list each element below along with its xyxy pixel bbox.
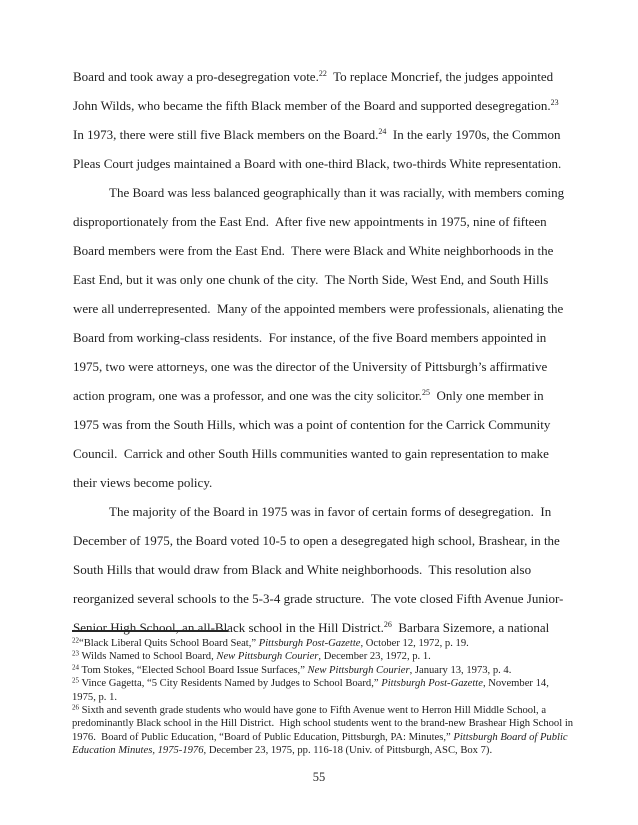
body-text (73, 62, 570, 642)
footnote-reference: 23 (550, 98, 559, 107)
footnote (72, 704, 574, 758)
paragraph (73, 497, 570, 642)
text-run: The majority of the Board in 1975 was in favor of certain forms of desegregation. In December of 1975, the Board voted 10-5 to open a desegregated high school, Brashear, in the South Hills that would draw from Black and White neighborhoods. This resolution also reorganized several schools to the 5-3-4 grade structure. The vote closed Fifth Avenue Junior-Senior High School, an all-Black school in the Hill District. (73, 504, 564, 635)
text-run: , November 14, 1975, p. 1. (72, 678, 552, 703)
italic-text: Pittsburgh Post-Gazette (381, 678, 483, 690)
page-number: 55 (312, 770, 326, 784)
text-run: To replace Moncrief, the judges appointed John Wilds, who became the fifth Black member of the Board and supported desegregation. (73, 69, 557, 113)
footnote (72, 664, 574, 677)
footnote-number: 26 (72, 703, 79, 712)
paragraph (73, 178, 570, 497)
italic-text: New Pittsburgh Courier (216, 651, 319, 663)
footnote-number: 22 (72, 636, 79, 645)
text-run: , January 13, 1973, p. 4. (409, 664, 512, 676)
text-run: Tom Stokes, “Elected School Board Issue Surfaces,” (79, 664, 308, 676)
text-run: Wilds Named to School Board, (79, 651, 217, 663)
footnote-reference: 24 (378, 127, 387, 136)
text-run: Only one member in 1975 was from the South Hills, which was a point of contention for the Carrick Community Council. Carrick and other South Hills communities wanted to gain representation to make their views become policy. (73, 388, 554, 490)
text-run: Vince Gagetta, “5 City Residents Named by Judges to School Board,” (79, 678, 382, 690)
footnote (72, 650, 574, 663)
italic-text: New Pittsburgh Courier (307, 664, 410, 676)
text-run: “Black Liberal Quits School Board Seat,” (79, 638, 259, 649)
footnote-reference: 25 (421, 388, 430, 397)
text-run: , October 12, 1972, p. 19. (360, 638, 469, 649)
footnote-separator (72, 630, 228, 632)
text-run: In the early 1970s, the Common Pleas Court judges maintained a Board with one-third Black, two-thirds White representation. (73, 127, 564, 171)
text-run: In 1973, there were still five Black members on the Board. (73, 98, 566, 142)
italic-text: Pittsburgh Post-Gazette (258, 638, 361, 649)
footnote (72, 637, 574, 650)
footnote-number: 23 (72, 649, 79, 658)
footnote-reference: 26 (383, 620, 392, 629)
footnote (72, 677, 574, 704)
footnotes (72, 637, 574, 758)
text-run: , December 23, 1975, pp. 116-18 (Univ. of Pittsburgh, ASC, Box 7). (203, 745, 493, 757)
italic-text: Pittsburgh Board of Public Education Minutes, 1975-1976 (72, 731, 571, 757)
text-run: Sixth and seventh grade students who would have gone to Fifth Avenue went to Herron Hill Middle School, a predominantly Black school in the Hill District. High school students went to the brand-new Brashear High School in 1976. Board of Public Education, “Board of Public Education, Pittsburgh, PA: Minutes,” (72, 705, 576, 743)
text-run: Board and took away a pro-desegregation vote. (73, 69, 319, 84)
text-run: , December 23, 1972, p. 1. (318, 651, 431, 663)
footnote-number: 25 (72, 676, 79, 685)
paragraph (73, 62, 570, 178)
text-run: Barbara Sizemore, a national (391, 620, 550, 635)
footnote-reference: 22 (318, 69, 327, 78)
footnote-number: 24 (72, 663, 79, 672)
text-run: The Board was less balanced geographically than it was racially, with members coming disproportionately from the East End. After five new appointments in 1975, nine of fifteen Board members were from the East End. There were Black and White neighborhoods in the East End, but it was only one chunk of the city. The North Side, West End, and South Hills were all underrepresented. Many of the appointed members were professionals, alienating the Board from working-class residents. For instance, of the five Board members appointed in 1975, two were attorneys, one was the director of the University of Pittsburgh’s affirmative action program, one was a professor, and one was the city solicitor. (73, 185, 568, 403)
